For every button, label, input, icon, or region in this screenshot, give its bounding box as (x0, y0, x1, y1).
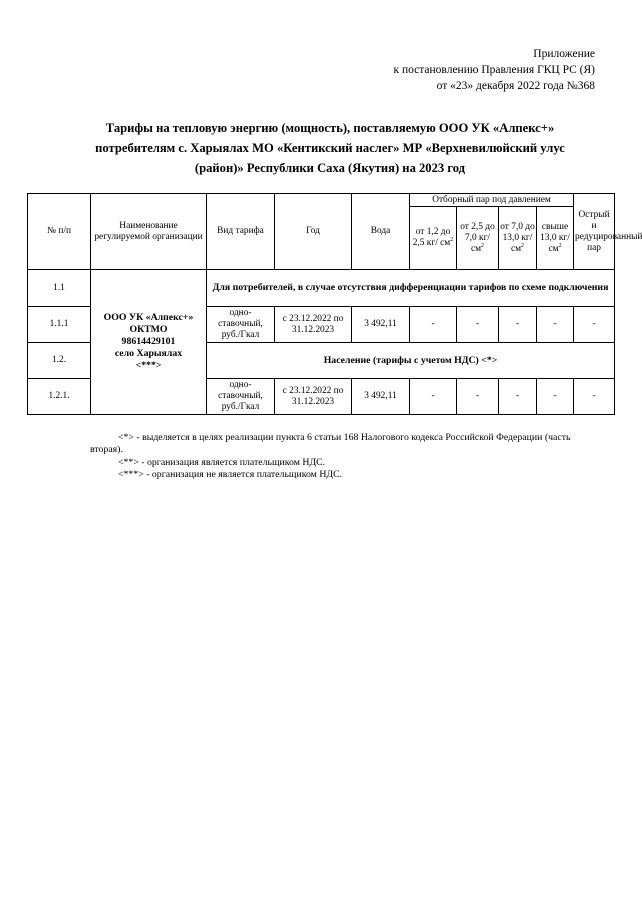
row-steam-4: - (537, 307, 574, 343)
header-steam-group: Отборный пар под давлением (410, 194, 574, 207)
footnotes (90, 432, 600, 482)
row-steam-4: - (537, 379, 574, 415)
org-name-line-1: ООО УК «Алпекс+» (103, 312, 194, 323)
row-steam-1: - (410, 307, 457, 343)
superscript-2: 2 (450, 236, 454, 243)
footnote-2: <**> - организация является плательщиком НДС. (118, 456, 326, 468)
superscript-2: 2 (521, 242, 525, 249)
row-steam-1: - (410, 379, 457, 415)
row-merged-label: Население (тарифы с учетом НДС) <*> (207, 343, 615, 379)
row-tariff-type: одно-ставочный, руб./Гкал (207, 379, 275, 415)
row-num: 1.2. (28, 343, 91, 379)
row-num: 1.2.1. (28, 379, 91, 415)
row-num: 1.1 (28, 270, 91, 307)
header-steam-2-label: от 2,5 до 7,0 кг/ см (460, 221, 495, 254)
row-year: с 23.12.2022 по 31.12.2023 (275, 379, 352, 415)
header-sharp-steam: Острый и редуцированный пар (574, 194, 615, 270)
row-water: 3 492,11 (352, 379, 410, 415)
org-name-line-5: <***> (135, 360, 162, 371)
org-name-cell (91, 270, 207, 415)
row-steam-3: - (499, 307, 537, 343)
appendix-header (394, 46, 596, 94)
header-water: Вода (352, 194, 410, 270)
header-org: Наименование регулируемой организации (91, 194, 207, 270)
header-steam-1-label: от 1,2 до 2,5 кг/ см (412, 227, 451, 248)
header-steam-4-label: свыше 13,0 кг/ см (540, 221, 570, 254)
row-year: с 23.12.2022 по 31.12.2023 (275, 307, 352, 343)
row-steam-2: - (457, 307, 499, 343)
footnote-3: <***> - организация не является плательщиком НДС. (118, 469, 343, 481)
row-steam-3: - (499, 379, 537, 415)
appendix-line-3: от «23» декабря 2022 года №368 (436, 80, 595, 92)
row-merged-label: Для потребителей, в случае отсутствия дифференциации тарифов по схеме подключения (207, 270, 615, 307)
row-sharp-steam: - (574, 379, 615, 415)
org-name-line-4: село Харыялах (114, 348, 183, 359)
superscript-2: 2 (481, 242, 485, 249)
footnote-1: <*> - выделяется в целях реализации пункта 6 статьи 168 Налогового кодекса Российской Федерации (часть вторая). (90, 432, 571, 456)
tariff-table (27, 193, 642, 415)
header-tariff-type: Вид тарифа (207, 194, 275, 270)
header-steam-3 (499, 207, 537, 270)
superscript-2: 2 (558, 242, 562, 249)
row-water: 3 492,11 (352, 307, 410, 343)
title-line-2: потребителям с. Харыялах МО «Кентикский наслег» МР «Верхневилюйский улус (95, 141, 565, 155)
header-steam-4 (537, 207, 574, 270)
header-steam-1 (410, 207, 457, 270)
header-year: Год (275, 194, 352, 270)
title-line-1: Тарифы на тепловую энергию (мощность), поставляемую ООО УК «Алпекс+» (105, 121, 555, 135)
appendix-line-2: к постановлению Правления ГКЦ РС (Я) (393, 64, 595, 76)
header-num: № п/п (28, 194, 91, 270)
row-tariff-type: одно-ставочный, руб./Гкал (207, 307, 275, 343)
title-line-3: (район)» Республики Саха (Якутия) на 2023 год (194, 161, 466, 175)
header-steam-3-label: от 7,0 до 13,0 кг/ см (500, 221, 535, 254)
row-steam-2: - (457, 379, 499, 415)
document-title (60, 118, 600, 178)
row-sharp-steam: - (574, 307, 615, 343)
table-row (28, 270, 615, 307)
appendix-line-1: Приложение (533, 48, 595, 60)
org-name-line-2: ОКТМО (129, 324, 168, 335)
org-name-line-3: 98614429101 (121, 336, 176, 347)
row-num: 1.1.1 (28, 307, 91, 343)
header-steam-2 (457, 207, 499, 270)
